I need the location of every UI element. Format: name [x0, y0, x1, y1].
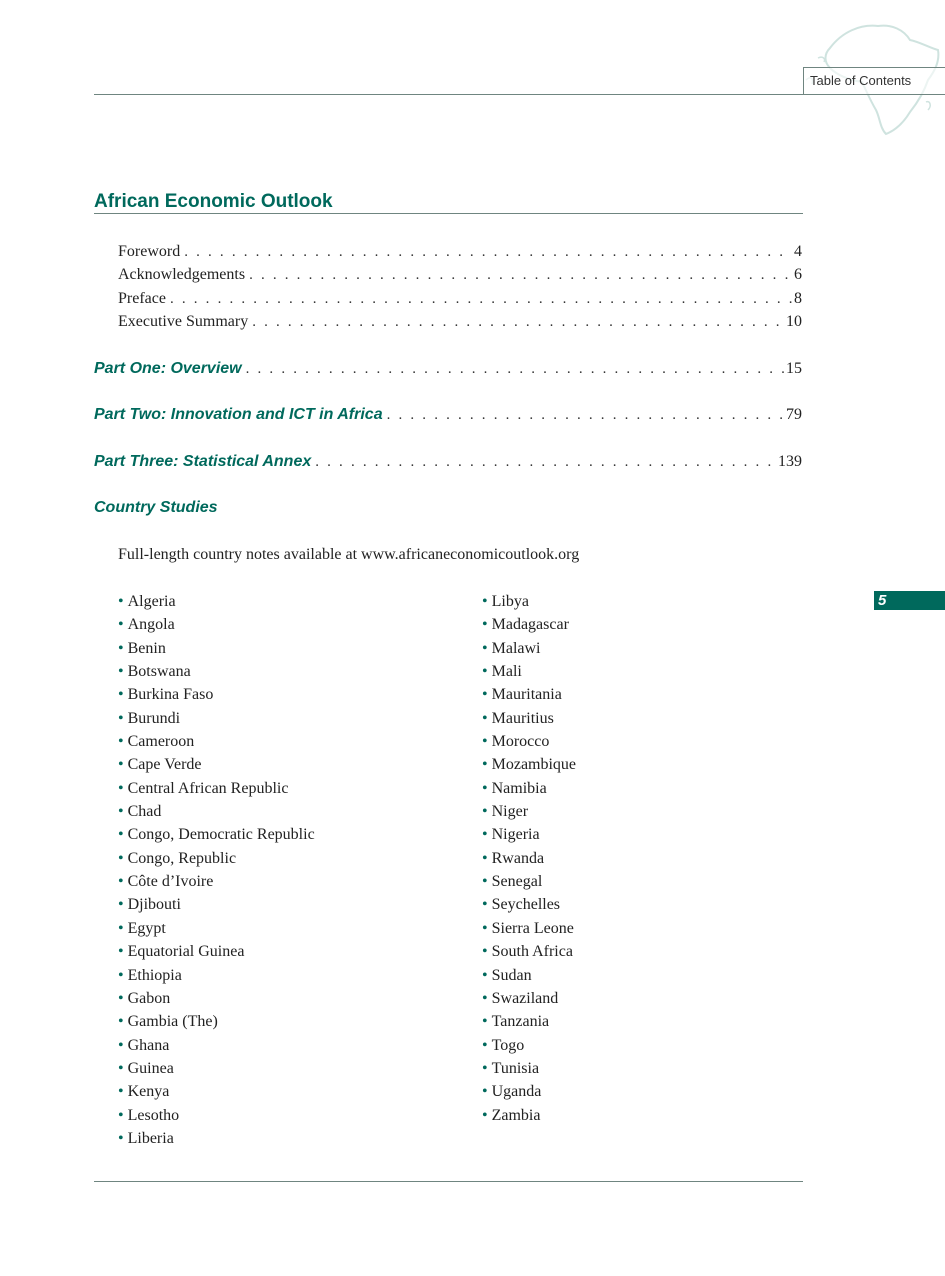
toc-entry-label: Foreword: [118, 243, 181, 260]
country-list-item: [118, 964, 315, 987]
toc-part-label: Part Two: Innovation and ICT in Africa: [94, 406, 383, 423]
toc-entry-executive-summary[interactable]: [118, 310, 802, 334]
bullet-icon: •: [118, 803, 124, 821]
bullet-icon: •: [118, 966, 124, 984]
toc-entry-label: Executive Summary: [118, 313, 249, 330]
country-list-item: [118, 870, 315, 893]
bullet-icon: •: [482, 849, 488, 867]
country-name: Seychelles: [491, 896, 561, 914]
country-name: Chad: [127, 803, 162, 821]
country-list-item: [118, 917, 315, 940]
country-name: Nigeria: [491, 826, 540, 844]
country-list-item: [118, 1080, 315, 1103]
bullet-icon: •: [118, 1059, 124, 1077]
bullet-icon: •: [118, 639, 124, 657]
country-list-item: [118, 707, 315, 730]
dot-leader: [170, 287, 792, 311]
bullet-icon: •: [482, 663, 488, 681]
country-name: Uganda: [491, 1083, 542, 1101]
country-name: Ethiopia: [127, 966, 182, 984]
country-list-item: [118, 1010, 315, 1033]
country-list-item: [482, 1057, 576, 1080]
country-studies-heading: Country Studies: [94, 499, 218, 516]
toc-entry-page: 10: [786, 313, 802, 330]
country-list-item: [482, 823, 576, 846]
country-list-item: [118, 1127, 315, 1150]
country-list-item: [118, 800, 315, 823]
country-name: Gambia (The): [127, 1013, 218, 1031]
country-notes-link-text: Full-length country notes available at www.africaneconomicoutlook.org: [118, 546, 580, 563]
bullet-icon: •: [482, 873, 488, 891]
country-name: Namibia: [491, 779, 547, 797]
bullet-icon: •: [482, 1083, 488, 1101]
country-name: Botswana: [127, 663, 191, 681]
bullet-icon: •: [118, 1083, 124, 1101]
toc-entry-preface[interactable]: [118, 287, 802, 311]
toc-part-page: 15: [786, 360, 802, 377]
toc-part-label: Part One: Overview: [94, 360, 242, 377]
bullet-icon: •: [118, 826, 124, 844]
toc-entry-label: Preface: [118, 290, 166, 307]
section-header-label: Table of Contents: [803, 67, 945, 95]
country-name: Kenya: [127, 1083, 170, 1101]
country-name: Tunisia: [491, 1059, 540, 1077]
country-list-item: [482, 637, 576, 660]
country-list-item: [482, 940, 576, 963]
bullet-icon: •: [482, 989, 488, 1007]
toc-entry-acknowledgements[interactable]: [118, 263, 802, 287]
country-list-item: [482, 987, 576, 1010]
country-name: Mauritius: [491, 709, 554, 727]
country-list-item: [482, 660, 576, 683]
bullet-icon: •: [482, 803, 488, 821]
country-name: Niger: [491, 803, 529, 821]
country-list-item: [118, 683, 315, 706]
country-list-item: [118, 823, 315, 846]
country-list-item: [118, 637, 315, 660]
bullet-icon: •: [118, 779, 124, 797]
country-list-item: [118, 1104, 315, 1127]
dot-leader: [387, 403, 784, 427]
country-name: Egypt: [127, 919, 166, 937]
country-name: Swaziland: [491, 989, 559, 1007]
toc-entry-label: Acknowledgements: [118, 266, 246, 283]
bullet-icon: •: [482, 709, 488, 727]
bullet-icon: •: [482, 966, 488, 984]
country-name: Sierra Leone: [491, 919, 574, 937]
toc-part-one[interactable]: [94, 357, 802, 381]
header-rule: [94, 94, 803, 95]
country-list-item: [482, 800, 576, 823]
bullet-icon: •: [482, 593, 488, 610]
bullet-icon: •: [118, 733, 124, 751]
bullet-icon: •: [118, 1106, 124, 1124]
bullet-icon: •: [482, 639, 488, 657]
country-name: Morocco: [491, 733, 550, 751]
country-name: Ghana: [127, 1036, 170, 1054]
footer-rule: [94, 1181, 803, 1182]
country-name: Lesotho: [127, 1106, 180, 1124]
bullet-icon: •: [482, 896, 488, 914]
toc-part-two[interactable]: [94, 403, 802, 427]
bullet-icon: •: [118, 989, 124, 1007]
bullet-icon: •: [482, 779, 488, 797]
dot-leader: [246, 357, 784, 381]
bullet-icon: •: [118, 663, 124, 681]
country-list-item: [482, 870, 576, 893]
country-name: Equatorial Guinea: [127, 943, 245, 961]
country-name: Angola: [127, 616, 175, 634]
country-name: Côte d’Ivoire: [127, 873, 214, 891]
page-title: African Economic Outlook: [94, 191, 803, 214]
country-name: Sudan: [491, 966, 532, 984]
bullet-icon: •: [482, 686, 488, 704]
country-list-item: [482, 1034, 576, 1057]
country-list-right: [482, 590, 576, 1127]
country-list-item: [482, 683, 576, 706]
country-name: Cape Verde: [127, 756, 202, 774]
country-name: South Africa: [491, 943, 573, 961]
country-name: Benin: [127, 639, 166, 657]
country-list-item: [118, 753, 315, 776]
country-name: Mauritania: [491, 686, 562, 704]
country-name: Algeria: [127, 593, 176, 610]
dot-leader: [315, 450, 776, 474]
bullet-icon: •: [118, 756, 124, 774]
toc-entry-page: 4: [794, 243, 802, 260]
bullet-icon: •: [482, 919, 488, 937]
bullet-icon: •: [118, 896, 124, 914]
country-name: Burundi: [127, 709, 181, 727]
country-list-item: [118, 590, 315, 613]
bullet-icon: •: [118, 593, 124, 610]
bullet-icon: •: [482, 1059, 488, 1077]
country-name: Mozambique: [491, 756, 577, 774]
bullet-icon: •: [118, 943, 124, 961]
country-name: Congo, Democratic Republic: [127, 826, 315, 844]
toc-part-three[interactable]: [94, 450, 802, 474]
country-name: Tanzania: [491, 1013, 550, 1031]
country-name: Rwanda: [491, 849, 545, 867]
country-name: Senegal: [491, 873, 543, 891]
country-name: Djibouti: [127, 896, 181, 914]
country-list-item: [118, 730, 315, 753]
country-list-item: [482, 1010, 576, 1033]
toc-part-label: Part Three: Statistical Annex: [94, 453, 312, 470]
toc-entry-page: 6: [794, 266, 802, 283]
toc-entry-foreword[interactable]: [118, 240, 802, 264]
country-name: Central African Republic: [127, 779, 289, 797]
bullet-icon: •: [482, 616, 488, 634]
country-list-left: [118, 590, 315, 1150]
country-name: Congo, Republic: [127, 849, 237, 867]
toc-part-page: 79: [786, 406, 802, 423]
country-list-item: [482, 753, 576, 776]
country-list-item: [482, 847, 576, 870]
bullet-icon: •: [118, 849, 124, 867]
country-list-item: [482, 893, 576, 916]
country-list-item: [118, 777, 315, 800]
country-list-item: [118, 660, 315, 683]
country-list-item: [482, 964, 576, 987]
bullet-icon: •: [482, 756, 488, 774]
bullet-icon: •: [118, 686, 124, 704]
dot-leader: [249, 263, 792, 287]
country-list-item: [482, 590, 576, 613]
dot-leader: [252, 310, 784, 334]
country-list-item: [482, 917, 576, 940]
country-list-item: [118, 1034, 315, 1057]
country-list-item: [118, 1057, 315, 1080]
country-list-item: [482, 1080, 576, 1103]
country-name: Togo: [491, 1036, 525, 1054]
country-name: Zambia: [491, 1106, 541, 1124]
bullet-icon: •: [482, 943, 488, 961]
bullet-icon: •: [118, 1129, 124, 1147]
toc-entry-page: 8: [794, 290, 802, 307]
country-name: Libya: [491, 593, 529, 610]
country-list-item: [482, 730, 576, 753]
bullet-icon: •: [118, 1013, 124, 1031]
country-list-item: [482, 707, 576, 730]
country-list-item: [482, 777, 576, 800]
bullet-icon: •: [482, 1106, 488, 1124]
bullet-icon: •: [118, 616, 124, 634]
country-list-item: [482, 613, 576, 636]
country-list-item: [118, 987, 315, 1010]
bullet-icon: •: [482, 826, 488, 844]
country-list-item: [118, 613, 315, 636]
page-number-badge: 5: [874, 591, 945, 610]
bullet-icon: •: [118, 919, 124, 937]
country-name: Gabon: [127, 989, 171, 1007]
country-list-item: [118, 893, 315, 916]
bullet-icon: •: [482, 1013, 488, 1031]
country-list-item: [118, 847, 315, 870]
bullet-icon: •: [118, 873, 124, 891]
country-name: Guinea: [127, 1059, 174, 1077]
country-name: Burkina Faso: [127, 686, 214, 704]
country-name: Mali: [491, 663, 522, 681]
country-name: Cameroon: [127, 733, 195, 751]
country-name: Madagascar: [491, 616, 569, 634]
bullet-icon: •: [118, 709, 124, 727]
country-name: Liberia: [127, 1129, 174, 1147]
country-list-item: [482, 1104, 576, 1127]
country-list-item: [118, 940, 315, 963]
dot-leader: [184, 240, 792, 264]
toc-part-page: 139: [778, 453, 802, 470]
bullet-icon: •: [482, 733, 488, 751]
bullet-icon: •: [482, 1036, 488, 1054]
country-name: Malawi: [491, 639, 541, 657]
bullet-icon: •: [118, 1036, 124, 1054]
